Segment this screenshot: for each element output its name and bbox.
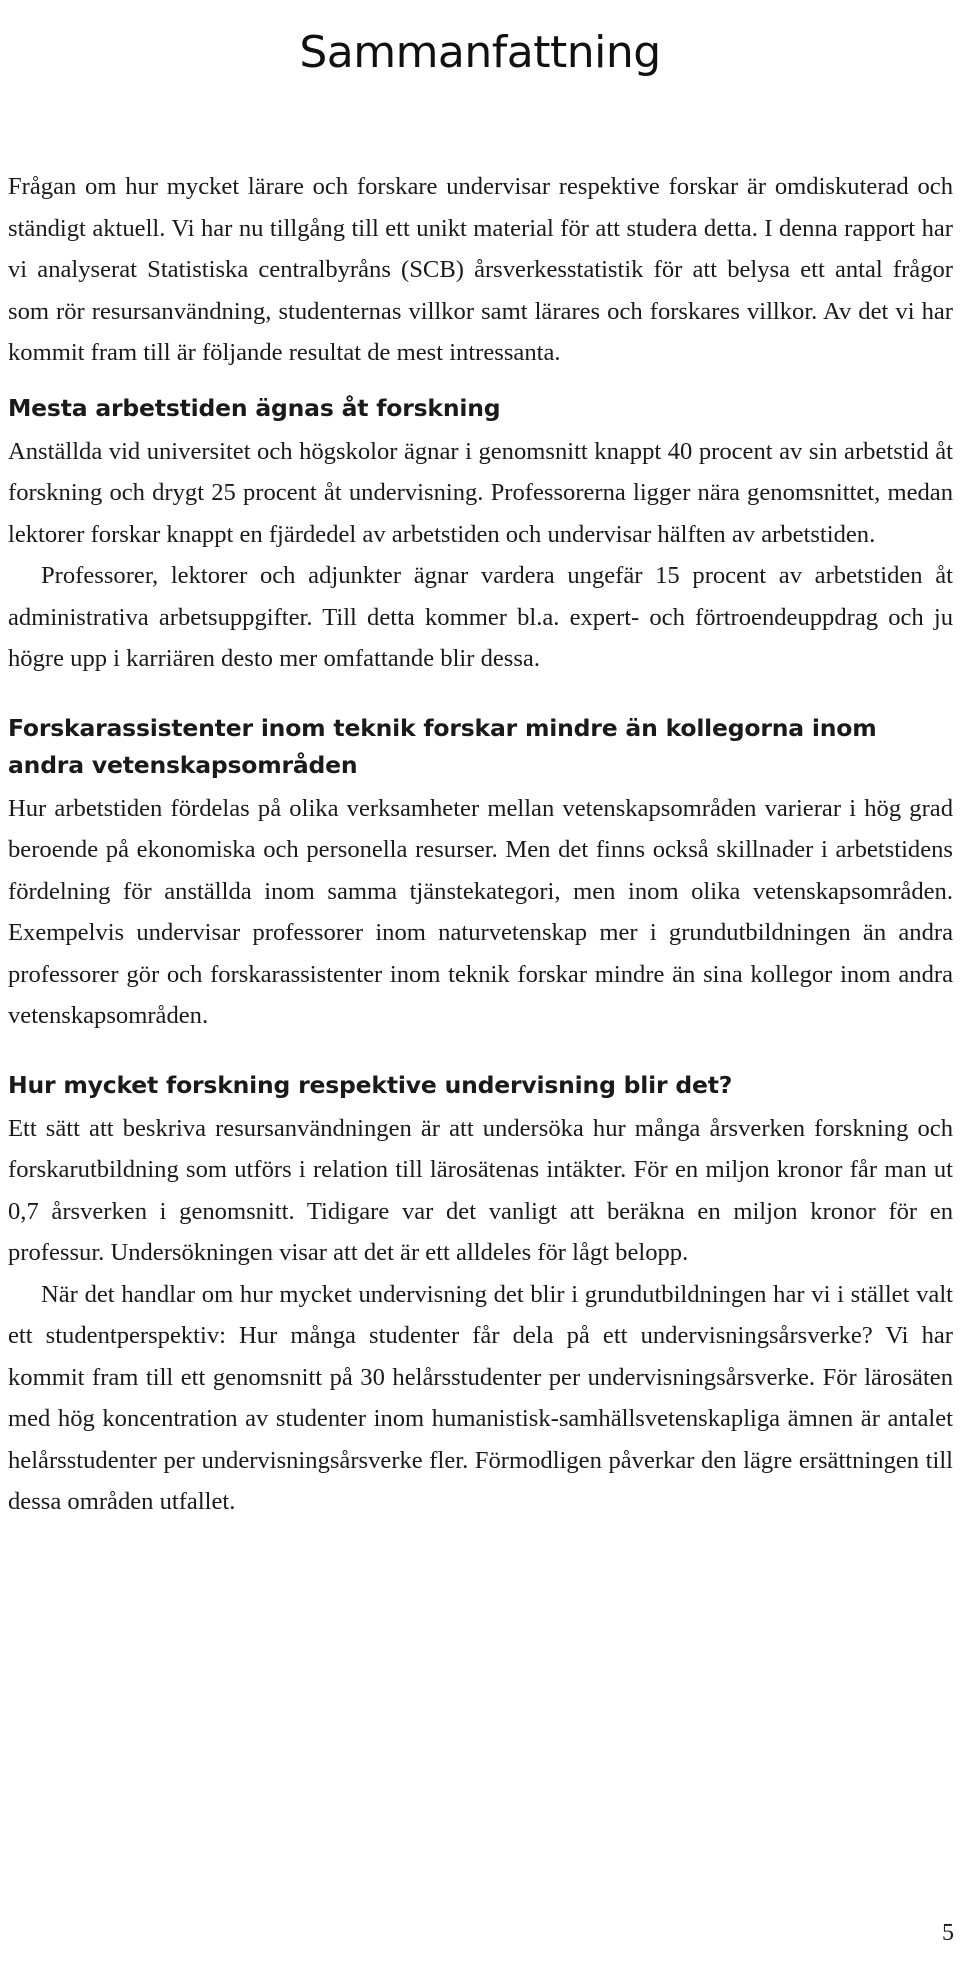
page-number: 5 (942, 1920, 954, 1946)
document-body (8, 166, 953, 1523)
section-paragraph: Anställda vid universitet och högskolor ägnar i genomsnitt knappt 40 procent av sin arbetstid åt forskning och drygt 25 procent åt undervisning. Professorerna ligger nära genomsnittet, medan lektorer forskar knappt en fjärdedel av arbetstiden och undervisar hälften av arbetstiden. (8, 437, 953, 548)
section-heading-research-time: Mesta arbetstiden ägnas åt forskning (8, 393, 501, 422)
section-paragraph: Hur arbetstiden fördelas på olika verksamheter mellan vetenskapsområden varierar i hög grad beroende på ekonomiska och personella resurser. Men det finns också skillnader i arbetstidens fördelning för anställda inom samma tjänstekategori, men inom olika vetenskapsområden. Exempelvis undervisar professorer inom naturvetenskap mer i grundutbildningen än andra professorer gör och forskarassistenter inom teknik forskar mindre än sina kollegor inom andra vetenskapsområden. (8, 794, 953, 1029)
section-heading-research-vs-teaching: Hur mycket forskning respektive undervisning blir det? (8, 1070, 733, 1099)
section-heading-research-assistants: Forskarassistenter inom teknik forskar mindre än kollegorna inom andra vetenskapsområden (8, 713, 877, 779)
page-title: Sammanfattning (299, 27, 661, 79)
intro-paragraph: Frågan om hur mycket lärare och forskare undervisar respektive forskar är omdiskuterad och ständigt aktuell. Vi har nu tillgång till ett unikt material för att studera detta. I denna rapport har vi analyserat Statistiska centralbyråns (SCB) årsverkesstatistik för att belysa ett antal frågor som rör resursanvändning, studenternas villkor samt lärares och forskares villkor. Av det vi har kommit fram till är följande resultat de mest intressanta. (8, 173, 953, 366)
section-paragraph: Ett sätt att beskriva resursanvändningen är att undersöka hur många årsverken forskning och forskarutbildning som utförs i relation till lärosätenas intäkter. För en miljon kronor får man ut 0,7 årsverken i genomsnitt. Tidigare var det vanligt att beräkna en miljon kronor för en professur. Undersökningen visar att det är ett alldeles för lågt belopp. (8, 1114, 953, 1266)
section-paragraph: Professorer, lektorer och adjunkter ägnar vardera ungefär 15 procent av arbetstiden åt administrativa arbetsuppgifter. Till detta kommer bl.a. expert- och förtroendeuppdrag och ju högre upp i karriären desto mer omfattande blir dessa. (8, 562, 953, 672)
section-paragraph: När det handlar om hur mycket undervisning det blir i grundutbildningen har vi i stället valt ett studentperspektiv: Hur många studenter får dela på ett undervisningsårsverke? Vi har kommit fram till ett genomsnitt på 30 helårsstudenter per undervisningsårsverke. För lärosäten med hög koncentration av studenter inom humanistisk-samhällsvetenskapliga ämnen är antalet helårsstudenter per undervisningsårsverke fler. Förmodligen påverkar den lägre ersättningen till dessa områden utfallet. (8, 1280, 953, 1515)
